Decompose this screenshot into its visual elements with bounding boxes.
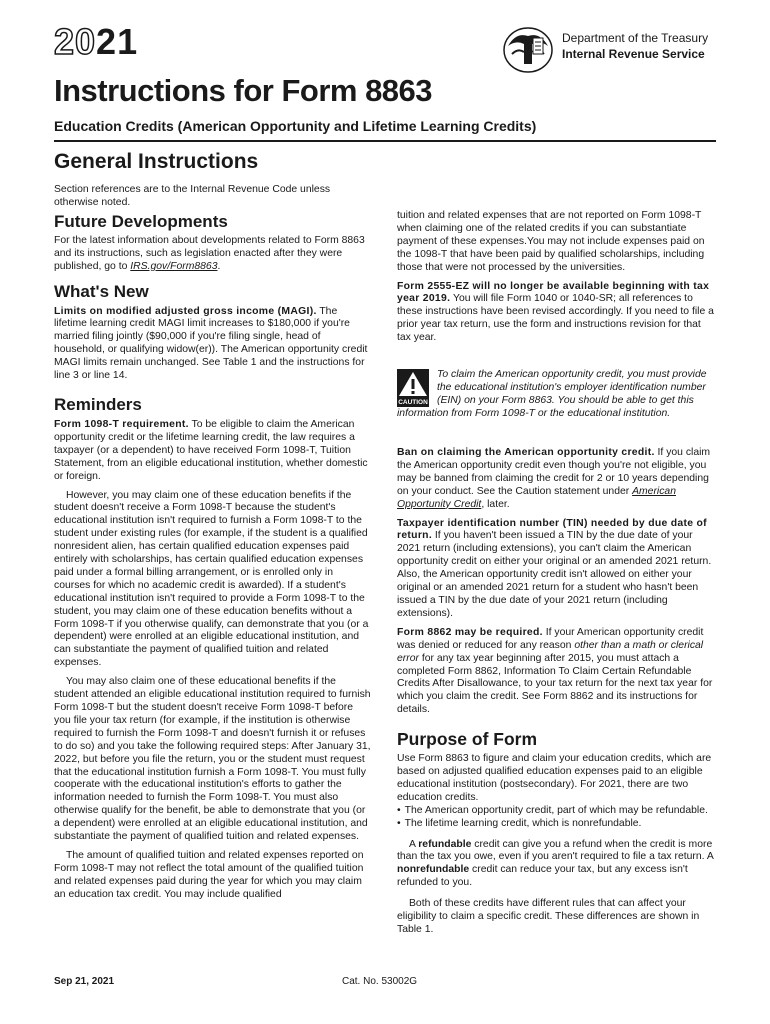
- tin-lead: Taxpayer identification number (TIN) needed by due date of return.: [397, 517, 707, 542]
- refundable-c: credit can reduce your tax, but any excess isn't refunded to you.: [397, 864, 688, 889]
- form8862-text2: for any tax year beginning after 2015, you must attach a completed Form 8862, Information To Claim Certain Refundable Credits After Disallowance, to your tax return for the next tax year for which you claim the credit. See Form 8862 and its instructions for details.: [397, 652, 713, 716]
- caution-text-cont: information from Form 1098-T or the educational institution.: [397, 408, 671, 419]
- reminders-heading: Reminders: [54, 394, 142, 414]
- magi-text: The lifetime learning credit MAGI limit increases to $180,000 if you're married filing jointly ($90,000 if you're filing single, head of household, or qualifying widow(er)). The American opportunity credit MAGI limits remain unchanged. See Table 1 and the instructions for line 3 or line 14.: [54, 305, 368, 382]
- form8862-paragraph: [397, 627, 715, 717]
- form-year: [54, 21, 139, 62]
- refundable-a: A: [409, 838, 419, 850]
- refundable-b: credit can give you a refund when the credit is more than the tax you owe, even if you aren't required to file a tax return. A: [397, 838, 714, 863]
- ban-paragraph: [397, 447, 715, 512]
- differences-paragraph: Both of these credits have different rules that can affect your eligibility to claim a specific credit. These differences are shown in Table 1.: [397, 898, 700, 935]
- department-name: Department of the Treasury: [562, 31, 709, 45]
- irs-eagle-logo: [502, 26, 554, 74]
- form2555ez-text: You will file Form 1040 or 1040-SR; all references to these instructions have been revised accordingly. If you need to file a prior year tax return, use the form and instructions revision for that tax year.: [397, 293, 714, 344]
- future-developments-text: [54, 235, 372, 274]
- header-divider: [54, 140, 716, 142]
- scholarship-continuation: tuition and related expenses that are not reported on Form 1098-T when claiming one of the related credits if you can substantiate payment of these expenses.You may not include expenses paid on the 1098-T that have been paid by qualified scholarships, including those that were not processed by the universities.: [397, 210, 705, 273]
- bullet-american-opportunity: • The American opportunity credit, part of which may be refundable.: [397, 805, 715, 818]
- caution-text-top: [437, 369, 715, 408]
- future-end: .: [217, 260, 221, 272]
- refundable-paragraph: [397, 839, 715, 891]
- bullet-lifetime-learning: • The lifetime learning credit, which is nonrefundable.: [397, 818, 715, 831]
- form1098t-lead: Form 1098-T requirement.: [54, 418, 189, 430]
- caution-label: CAUTION: [398, 399, 428, 406]
- caution-icon: [397, 369, 429, 407]
- reminders-p3: You may also claim one of these educational benefits if the student attended an eligible educational institution required to furnish Form 1098-T but the student doesn't receive Form 1098-T before you file your tax return (for example, if the institution is otherwise required to furnish the Form 1098-T and doesn't furnish it or refuses to do so) and you take the following required steps: After January 31, 2022, but before you file the return, you or the student must request that the educational institution furnish a Form 1098-T. You must fully cooperate with the educational institution's efforts to gather the information needed to furnish the Form 1098-T. You must also otherwise qualify for the benefit, be able to demonstrate that you (or a dependent) were enrolled at an eligible educational institution, and substantiate the payment of qualified tuition and related expenses.: [54, 676, 371, 843]
- general-instructions-heading: General Instructions: [54, 150, 259, 173]
- whats-new-heading: What's New: [54, 281, 149, 301]
- ban-end: , later.: [481, 498, 510, 510]
- right-column-lower: [397, 447, 715, 937]
- form2555ez-paragraph: [397, 281, 715, 346]
- form2555ez-lead: Form 2555-EZ will no longer be available beginning with tax year 2019.: [397, 280, 710, 305]
- magi-lead: Limits on modified adjusted gross income (MAGI).: [54, 305, 317, 317]
- year-solid: 21: [96, 21, 139, 62]
- page-title: Instructions for Form 8863: [54, 73, 433, 108]
- purpose-intro: Use Form 8863 to figure and claim your education credits, which are based on adjusted qualified education expenses paid to an eligible educational institution (postsecondary). For 2021, there are two education credits.: [397, 753, 712, 803]
- footer-catalog-number: Cat. No. 53002G: [342, 976, 418, 987]
- whats-new-text: [54, 306, 372, 383]
- nonrefundable-term: nonrefundable: [397, 864, 470, 876]
- form1098t-text: To be eligible to claim the American opportunity credit or the lifetime learning credit, the law requires a taxpayer (or a dependent) to have received Form 1098-T, Tuition Statement, from an eligible educational institution, whether domestic or foreign.: [54, 418, 368, 482]
- left-column: [54, 184, 372, 902]
- reminders-p2: However, you may claim one of these education benefits if the student doesn't receive a Form 1098-T because the student's educational institution isn't required to furnish a Form 1098-T to the student under existing rules (for example, if the student is a qualified nonresident alien, has certain qualified education expenses paid entirely with scholarships, has certain qualified education expenses paid under a formal billing arrangement, or is enrolled only in courses for which no academic credit is awarded). If a student's educational institution isn't required to provide a Form 1098-T to the student, you may claim one of these education benefits without a Form 1098-T if you otherwise qualify, can demonstrate that you (or a dependent) were enrolled at an eligible educational institution, and can substantiate the payment of qualified tuition and related expenses.: [54, 489, 369, 669]
- refundable-term: refundable: [418, 838, 472, 850]
- agency-block: [562, 30, 708, 62]
- section-references-note: Section references are to the Internal Revenue Code unless otherwise noted.: [54, 184, 331, 208]
- caution-text: To claim the American opportunity credit, you must provide the educational institution's employer identification number (EIN) on your Form 8863. You should be able to get this: [437, 369, 707, 406]
- year-outline: 20: [54, 21, 97, 62]
- reminders-p4: The amount of qualified tuition and related expenses reported on Form 1098-T may not reflect the total amount of the qualified tuition and related expenses paid during the year for which you may claim an education tax credit. You may include qualified: [54, 849, 364, 900]
- ban-lead: Ban on claiming the American opportunity credit.: [397, 447, 655, 458]
- math-clerical-error: other than a math or clerical error: [397, 639, 704, 664]
- agency-name: Internal Revenue Service: [562, 47, 705, 61]
- footer-date: Sep 21, 2021: [54, 976, 115, 987]
- purpose-of-form-heading: Purpose of Form: [397, 729, 538, 750]
- future-text: For the latest information about developments related to Form 8863 and its instructions, such as legislation enacted after they were published, go to: [54, 234, 365, 272]
- american-opportunity-credit-link[interactable]: American Opportunity Credit: [397, 485, 676, 510]
- future-developments-heading: Future Developments: [54, 211, 228, 231]
- page-subtitle: Education Credits (American Opportunity and Lifetime Learning Credits): [54, 118, 537, 134]
- form8862-lead: Form 8862 may be required.: [397, 626, 543, 638]
- right-column: [397, 210, 715, 345]
- ban-text: If you claim the American opportunity credit even though you're not eligible, you may be banned from claiming the credit for 2 or 10 years depending on your conduct. See the Caution statement under: [397, 447, 711, 497]
- tin-text: If you haven't been issued a TIN by the due date of your 2021 return (including extensions), you can't claim the American opportunity credit on either your original or an amended 2021 return. Also, the American opportunity credit isn't allowed on either your original or an amended 2021 return for a student who hasn't been issued a TIN by the due date of your 2021 return (including extensions).: [397, 530, 712, 619]
- caution-text-wrap: [397, 408, 715, 434]
- form8862-text1: If your American opportunity credit was denied or reduced for any reason: [397, 626, 704, 651]
- irs-form8863-link[interactable]: IRS.gov/Form8863: [130, 260, 218, 272]
- tin-paragraph: [397, 518, 715, 621]
- reminders-p1: [54, 419, 372, 484]
